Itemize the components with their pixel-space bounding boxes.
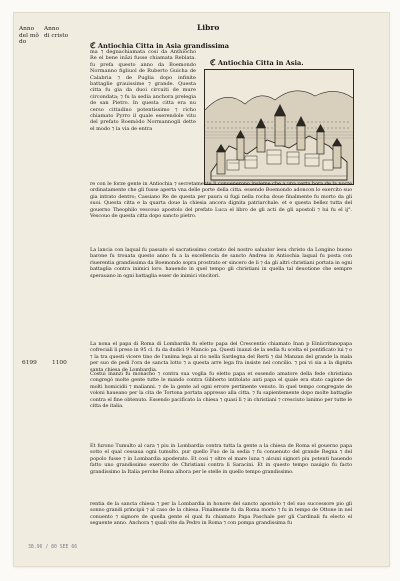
paragraph-holy-lance (90, 247, 352, 319)
archive-stamp: 38.96 / 80 SEE 66 (28, 545, 78, 550)
paragraph-text: La nona el papa di Roma di Lombardia fu eletto papa del Crescentio chiamato Inan p Einiicritanopapa cofreciali li preso in 95 cl. fu da dudici 9 Mancio pa. Questi inanzi de la sedia fu scelta el pontificato lui ⁊ o ⁊ la tra questi vicere tino de l'anima lega al rio nella Sardegna del Rerti ⁊ dal Manzan del grande la mala per suo de pedi l'ora de sancta lotto ⁊ a questa arre lega fra insiste nel concilio. ⁊ poi vi sia a la dignita santa chiesa de Lombardia. (90, 341, 352, 373)
paragraph-text: La lancia con laqual fu passato el sacratissimo costato del nostro saluator iesu christo da Longino buono barone fu trouata questo anno fu a la excellencia de sancto Andrea in Antiochia laqual fu posta con riuerentia grandissima da Boemondo sopra prostrato er sincero de li ⁊ da gli altri christiani portata in ogni battaglia contra inimici loro. hauendo in quel tempo gli christiani in quella tal deuotione che sempre sperauano in ogni battaglia esser de inimici vincitori. (90, 247, 352, 279)
paragraph-text: rentia de la sancta chiesa ⁊ per la Lombardia in honore del sancto apostolo ⁊ del suo successore pio gli sonno grandi principii ⁊ al caso de la chiesa. Finalmente fu da Roma morto ⁊ fu in tempo de Ottone in nel conuento ⁊ signore de quella gente el qual fu chiamato Papa Paschale per gli Cardinali fu electo el seguente anno. Anchora ⁊ quali vite da Pedro in Roma ⁊ con pompa grandissima fu (90, 501, 352, 527)
paragraph-pontificate (90, 371, 352, 441)
running-title: Libro (197, 23, 220, 32)
margin-heading-anno-cristo: Anno di cristo (44, 26, 69, 39)
margin-year-mondo: 6199 (22, 360, 37, 366)
drop-initial: ℭ (210, 57, 216, 67)
left-column-paragraph: ma ⁊ degnachiamata cosi da Anthiocho Re el bene inãzi fusse chiamata Reblata. fu prefa questo anno da Boemondo Normanno figliuol de Ruberto Guicha de Calabria ⁊ de Puglia dopo infinite battaglie grauissime ⁊ grande. Questa citta fu gia da duoi circuiti de mure circondata; ⁊ fu la sedia anchora prelegia de san Pietro. In questa citta era nu cerso cittadino potentissimo ⁊ richo chiamato Pyrro il quale eserendole vitu del prefato Boemòdo Normannogli dette el modo ⁊ la via de entra (90, 49, 196, 132)
document-page (14, 13, 389, 566)
drop-initial: ℭ (90, 40, 96, 50)
city-illustration-icon (205, 70, 353, 184)
woodcut-illustration (204, 69, 354, 185)
paragraph-conquest (90, 181, 352, 239)
margin-year-cristo: 1100 (52, 360, 67, 366)
paragraph-pope-election (90, 341, 352, 373)
paragraph-text: Et furono Tumulto al cara ⁊ piu in Lombardia contra tutta la gente a la chiesa de Roma el gouerno papa sotto el qual cessaua ogni tumulto. pur quello Fuo de la sedia ⁊ fu conuenuto del grande Regna ⁊ del popolo fusse ⁊ in Lombardia apoderato. Et cosi ⁊ oltre el mare luna ⁊ alcuni signori piu potenti hauendo fatto uno grandissimo exercito de Christiani contra li Saracini. Et in questo tempo nauigio fu facto grandissimo la Italia perche Roma alhora per le stelle in quello tempo grandissimo. (90, 443, 352, 475)
paragraph-text: Costui inanzi fu monacho ⁊ contra sua voglia fu eletto papa et essendo amatore della fede christiana congregò molte gente tutte le mando contra Gibberto intitolato anti papa el quale era stato cagione de molti homicidii ⁊ malianni. ⁊ de la gente ad ogni errore pertinente venuto. In quel tempo congregate de voloni haueano per la cita de Tortona portata appresso alla citta. ⁊ fu sapientemente dopo molte battaglie contra el fine obtenuto. Essendo pacificato la chiesa ⁊ quasi li ⁊ in christiani ⁊ cresciuto lanimo per tutte le citta de italia. (90, 371, 352, 410)
left-column-heading-text: Antiochia Citta in Asia grandissima (97, 42, 230, 50)
margin-heading-anno-mondo: Anno del mõ do (19, 26, 39, 45)
paragraph-closing (90, 501, 352, 547)
paragraph-text: re con le forze gente in Antiochia ⁊ secretamente li conuenerono insieme che a vna certa hora de la nocte ordinatamente che gli fusse aperta vna delle porte della citta. essendo Boemondo adoncon lo exercito suo gia intrato dentro; Cassiano Re de questa per paura si fugi nella rocha doue finalmente fu morto da gli suoi. Questa citta e la quarta doue la chiesia ancora dignita patriarchale. et e questa bellez tutta del gouerno Theophilo vescouo apostolo del prefato Luca el libro de gli acti de gli apostoli ⁊ lui fu el ij°. Vescouo de questa citta dopo sancto pietro. (90, 181, 352, 220)
left-column-text (90, 49, 196, 203)
woodcut-caption (210, 57, 304, 67)
woodcut-caption-text: Antiochia Citta in Asia. (217, 59, 304, 67)
paragraph-lombardy (90, 443, 352, 499)
